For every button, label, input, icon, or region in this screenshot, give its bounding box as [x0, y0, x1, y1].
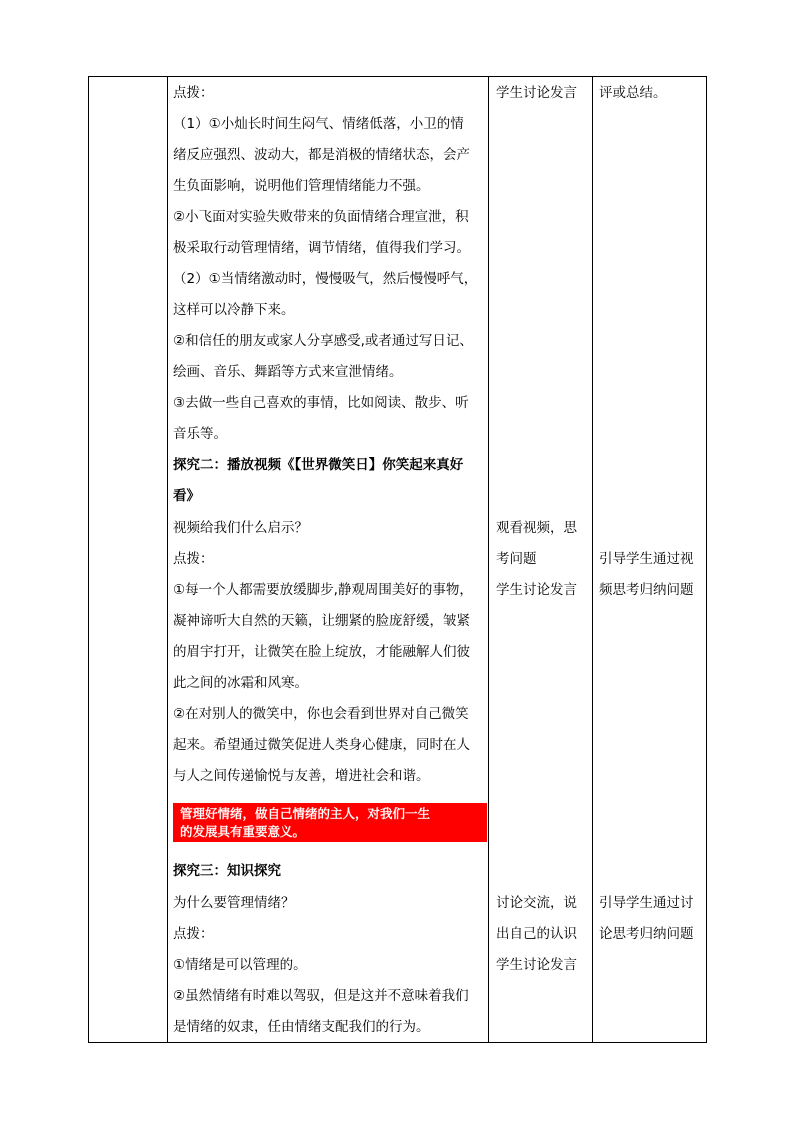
student-activity-line: 学生讨论发言 — [496, 85, 577, 101]
student-activity-line: 学生讨论发言 — [496, 582, 577, 598]
table-divider-3 — [592, 76, 593, 1043]
main-line: 点拨： — [173, 85, 214, 101]
table-divider-2 — [488, 76, 489, 1043]
main-line: 是情绪的奴隶，任由情绪支配我们的行为。 — [173, 1019, 430, 1035]
main-line: （2）①当情绪激动时，慢慢吸气，然后慢慢呼气， — [173, 271, 478, 287]
main-line: 的眉宇打开，让微笑在脸上绽放，才能融解人们彼 — [173, 644, 470, 660]
table-left-border — [88, 76, 89, 1043]
main-line: ②和信任的朋友或家人分享感受,或者通过写日记、 — [173, 333, 473, 349]
student-activity-line: 考问题 — [496, 551, 537, 567]
banner-line: 的发展具有重要意义。 — [180, 824, 306, 839]
main-line: 音乐等。 — [173, 426, 227, 442]
main-line: 与人之间传递愉悦与友善，增进社会和谐。 — [173, 768, 430, 784]
student-activity-line: 讨论交流，说 — [496, 895, 577, 911]
main-line: 点拨： — [173, 926, 214, 942]
main-line: 点拨： — [173, 551, 214, 567]
design-intent-line: 论思考归纳问题 — [599, 926, 694, 942]
banner-line: 管理好情绪，做自己情绪的主人，对我们一生 — [180, 806, 431, 821]
section-heading: 探究二：播放视频《【世界微笑日】你笑起来真好 — [173, 457, 464, 473]
student-activity-line: 学生讨论发言 — [496, 957, 577, 973]
table-divider-1 — [167, 76, 168, 1043]
main-line: 这样可以冷静下来。 — [173, 302, 295, 318]
main-line: 此之间的冰霜和风寒。 — [173, 675, 308, 691]
table-bottom-border — [88, 1042, 707, 1043]
main-line: 为什么要管理情绪？ — [173, 895, 295, 911]
main-line: ①每一个人都需要放缓脚步,静观周围美好的事物， — [173, 582, 473, 598]
section-heading: 探究三：知识探究 — [173, 863, 281, 879]
main-line: ②在对别人的微笑中，你也会看到世界对自己微笑 — [173, 706, 469, 722]
main-line: ②虽然情绪有时难以驾驭，但是这并不意味着我们 — [173, 988, 469, 1004]
main-line: 生负面影响，说明他们管理情绪能力不强。 — [173, 178, 430, 194]
design-intent-line: 评或总结。 — [599, 85, 667, 101]
main-line: 绪反应强烈、波动大，都是消极的情绪状态，会产 — [173, 147, 470, 163]
highlight-banner — [173, 803, 487, 842]
main-line: 起来。希望通过微笑促进人类身心健康，同时在人 — [173, 737, 470, 753]
section-heading: 看》 — [173, 488, 200, 504]
table-top-border — [88, 76, 707, 77]
design-intent-line: 引导学生通过视 — [599, 551, 694, 567]
student-activity-line: 观看视频，思 — [496, 520, 577, 536]
main-line: 凝神谛听大自然的天籁，让绷紧的脸庞舒缓，皱紧 — [173, 613, 470, 629]
student-activity-line: 出自己的认识 — [496, 926, 577, 942]
main-line: ②小飞面对实验失败带来的负面情绪合理宣泄，积 — [173, 209, 469, 225]
main-line: （1）①小灿长时间生闷气、情绪低落，小卫的情 — [173, 116, 464, 132]
design-intent-line: 频思考归纳问题 — [599, 582, 694, 598]
main-line: ③去做一些自己喜欢的事情，比如阅读、散步、听 — [173, 395, 469, 411]
main-line: 极采取行动管理情绪，调节情绪，值得我们学习。 — [173, 240, 470, 256]
design-intent-line: 引导学生通过讨 — [599, 895, 694, 911]
table-right-border — [706, 76, 707, 1043]
main-line: 视频给我们什么启示？ — [173, 520, 308, 536]
main-line: 绘画、音乐、舞蹈等方式来宣泄情绪。 — [173, 364, 403, 380]
main-line: ①情绪是可以管理的。 — [173, 957, 307, 973]
